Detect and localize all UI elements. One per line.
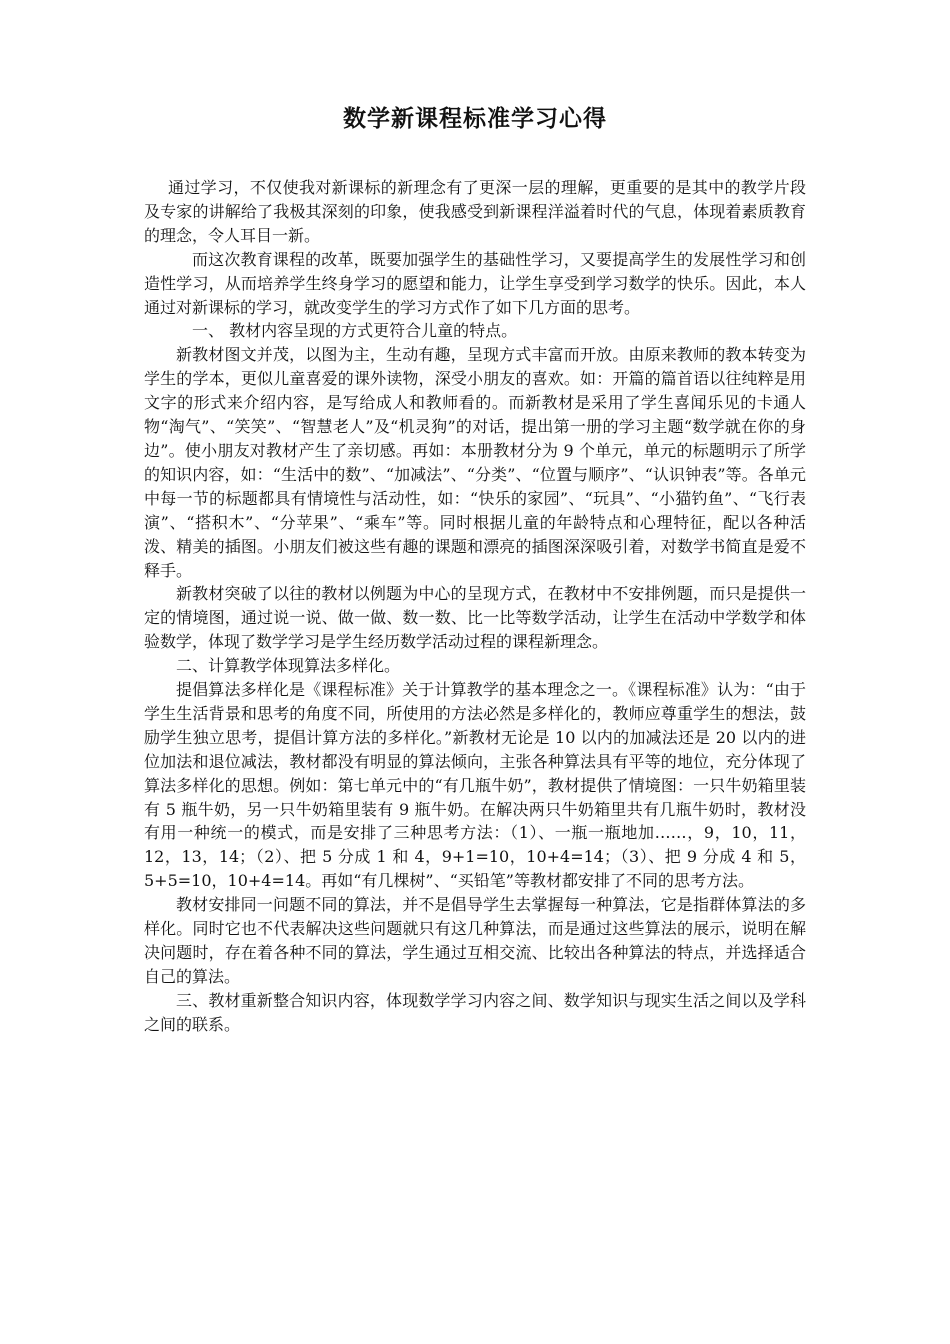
paragraph-algorithm-diversity: 提倡算法多样化是《课程标准》关于计算教学的基本理念之一。《课程标准》认为：“由于学生生活背景和思考的角度不同，所使用的方法必然是多样化的，教师应尊重学生的想法，鼓励学生独立思考，提倡计算方法的多样化。”新教材无论是 10 以内的加减法还是 20 以内的进位加法和退位减法，教材都没有明显的算法倾向，主张各种算法具有平等的地位，充分体现了算法多样化的思想。例如：第七单元中的“有几瓶牛奶”，教材提供了情境图：一只牛奶箱里装有 5 瓶牛奶，另一只牛奶箱里装有 9 瓶牛奶。在解决两只牛奶箱里共有几瓶牛奶时，教材没有用一种统一的模式，而是安排了三种思考方法：（1）、一瓶一瓶地加……，9，10，11，12，13，14；（2）、把 5 分成 1 和 4，9+1=10，10+4=14；（3）、把 9 分成 4 和 5，5+5=10，10+4=14。再如“有几棵树”、“买铅笔”等教材都安排了不同的思考方法。 bbox=[144, 680, 806, 891]
section-heading-2: 二、计算教学体现算法多样化。 bbox=[176, 656, 401, 676]
paragraph-intro: 通过学习，不仅使我对新课标的新理念有了更深一层的理解，更重要的是其中的教学片段及专家的讲解给了我极其深刻的印象，使我感受到新课程洋溢着时代的气息，体现着素质教育的理念，令人耳目一新。 bbox=[144, 178, 806, 245]
document-body bbox=[144, 176, 806, 1037]
paragraph-reform: 而这次教育课程的改革，既要加强学生的基础性学习，又要提高学生的发展性学习和创造性学习，从而培养学生终身学习的愿望和能力，让学生享受到学习数学的快乐。因此，本人通过对新课标的学习，就改变学生的学习方式作了如下几方面的思考。 bbox=[144, 249, 806, 317]
paragraph-different-algorithms: 教材安排同一问题不同的算法，并不是倡导学生去掌握每一种算法，它是指群体算法的多样化。同时它也不代表解决这些问题就只有这几种算法，而是通过这些算法的展示，说明在解决问题时，存在着各种不同的算法，学生通过互相交流、比较出各种算法的特点，并选择适合自己的算法。 bbox=[144, 895, 806, 986]
paragraph-textbook-presentation: 新教材图文并茂，以图为主，生动有趣，呈现方式丰富而开放。由原来教师的教本转变为学生的学本，更似儿童喜爱的课外读物，深受小朋友的喜欢。如：开篇的篇首语以往纯粹是用文字的形式来介绍内容，是写给成人和教师看的。而新教材是采用了学生喜闻乐见的卡通人物“淘气”、“笑笑”、“智慧老人”及“机灵狗”的对话，提出第一册的学习主题“数学就在你的身边”。使小朋友对教材产生了亲切感。再如：本册教材分为 9 个单元，单元的标题明示了所学的知识内容，如：“生活中的数”、“加减法”、“分类”、“位置与顺序”、“认识钟表”等。各单元中每一节的标题都具有情境性与活动性，如：“快乐的家园”、“玩具”、“小猫钓鱼”、“飞行表演”、“搭积木”、“分苹果”、“乘车”等。同时根据儿童的年龄特点和心理特征，配以各种活泼、精美的插图。小朋友们被这些有趣的课题和漂亮的插图深深吸引着，对数学书简直是爱不释手。 bbox=[144, 345, 806, 580]
paragraph-new-textbook-breakthrough: 新教材突破了以往的教材以例题为中心的呈现方式，在教材中不安排例题，而只是提供一定的情境图，通过说一说、做一做、数一数、比一比等数学活动，让学生在活动中学数学和体验数学，体现了数学学习是学生经历数学活动过程的课程新理念。 bbox=[144, 584, 806, 652]
document-title: 数学新课程标准学习心得 bbox=[343, 106, 607, 132]
section-heading-1: 一、 教材内容呈现的方式更符合儿童的特点。 bbox=[192, 321, 518, 341]
section-heading-3: 三、教材重新整合知识内容，体现数学学习内容之间、数学知识与现实生活之间以及学科之间的联系。 bbox=[144, 990, 806, 1034]
